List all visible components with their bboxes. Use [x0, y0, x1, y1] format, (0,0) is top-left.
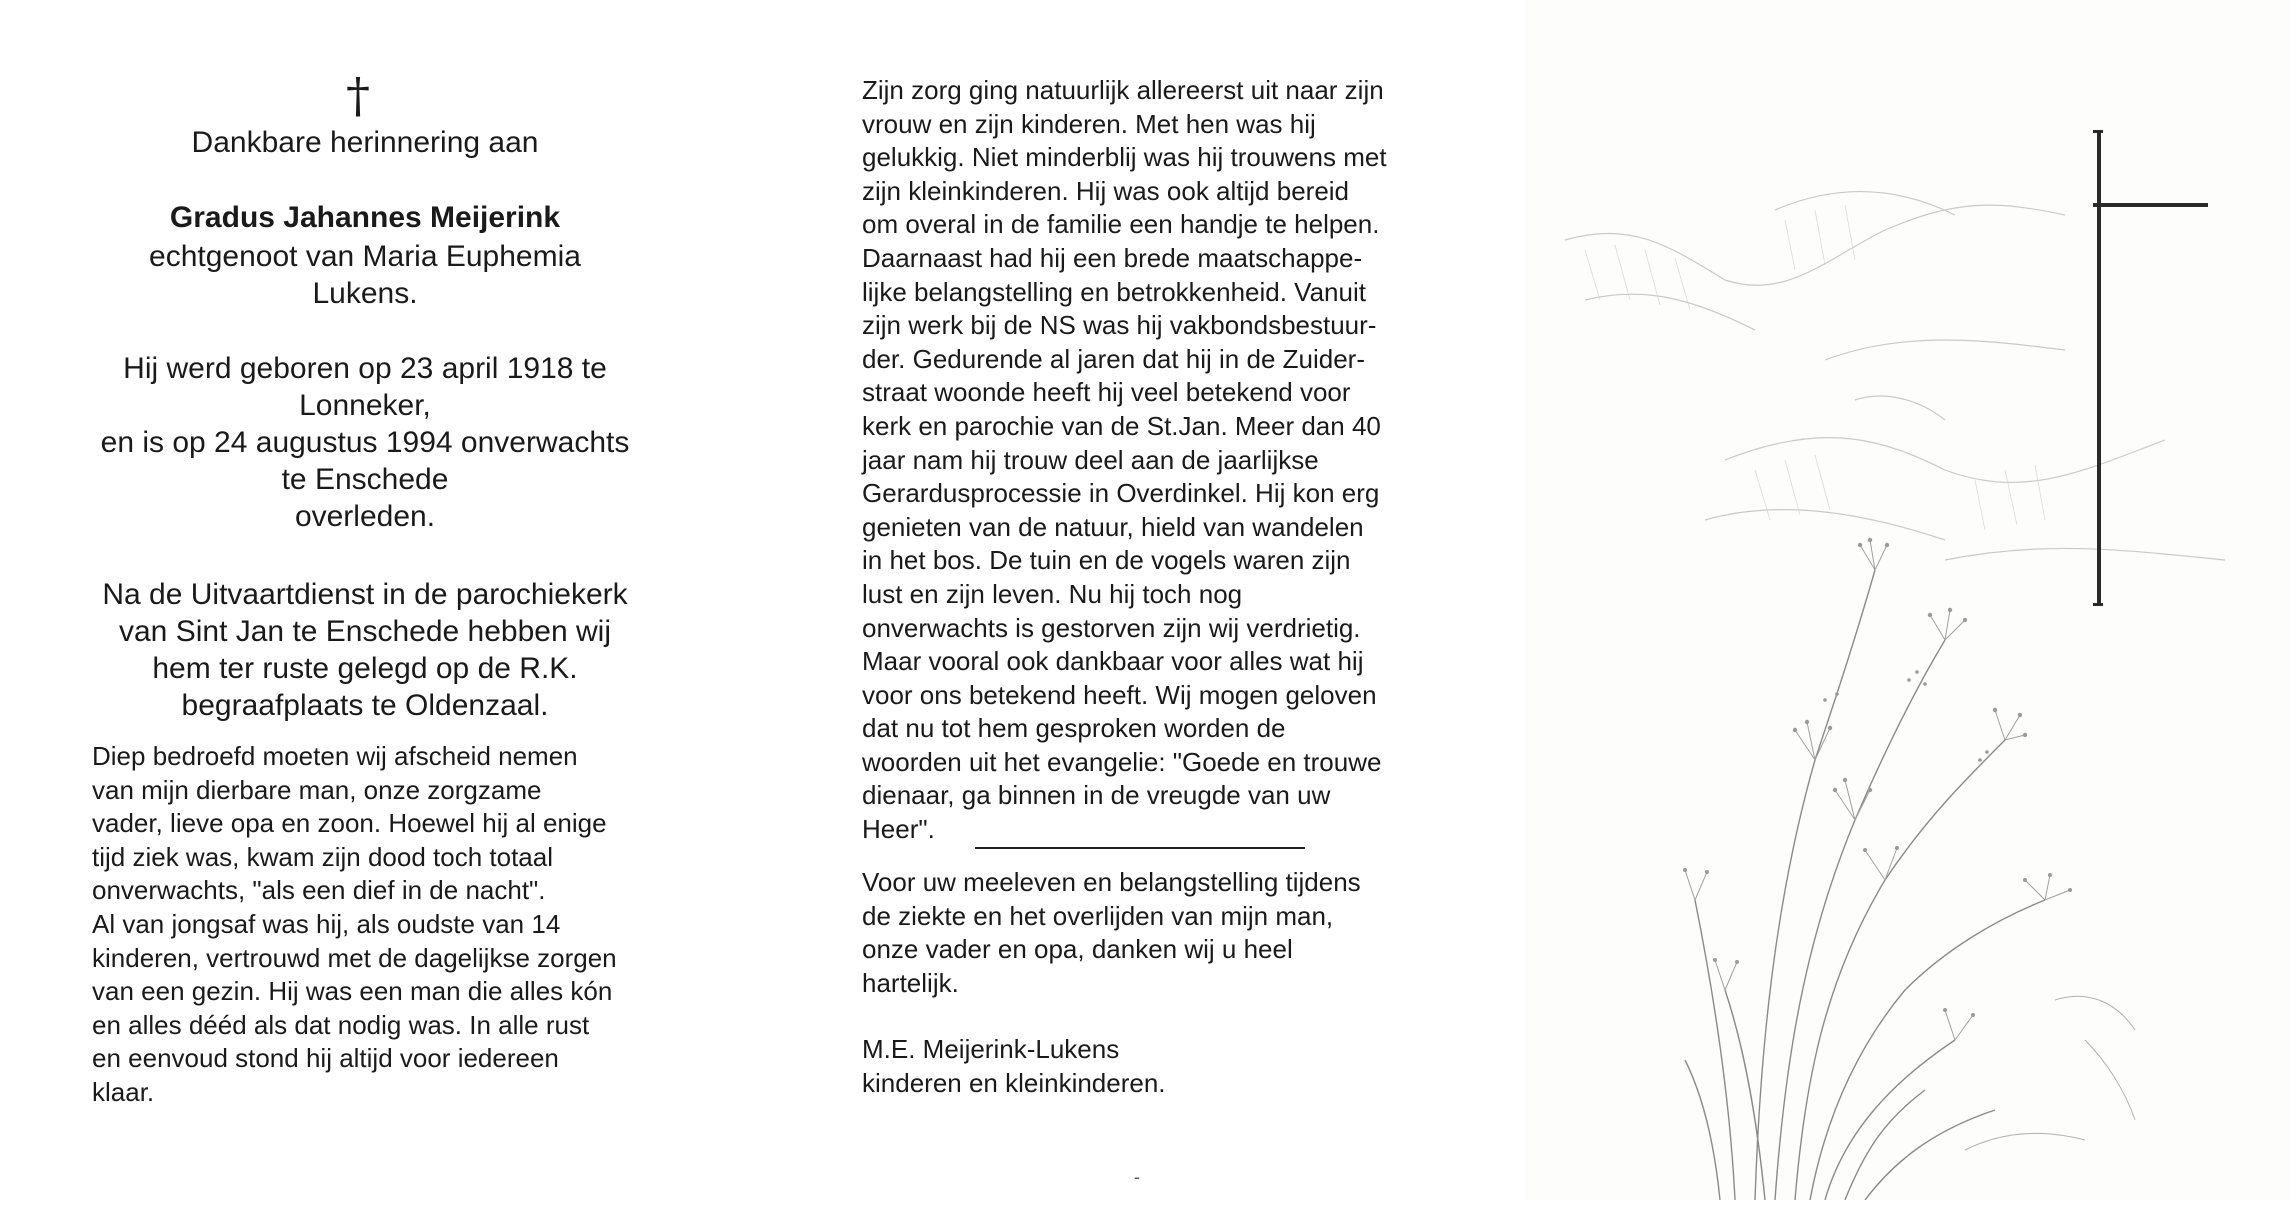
spouse-line-2: Lukens.: [312, 277, 418, 310]
burial-line-4: begraafplaats te Oldenzaal.: [181, 689, 549, 722]
life-paragraph: Zijn zorg ging natuurlijk allereerst uit naar zijn vrouw en zijn kinderen. Met hen was hij gelukkig. Niet minderblij was hij trouwens met zijn kleinkinderen. Hij was ook altijd bereid om overal in de familie een handje te helpen. Daarnaast had hij een brede maatschappe- lijke belangstelling en betrokkenheid. Vanuit zijn werk bij de NS was hij vakbondsbestuur- der. Gedurende al jaren dat hij in de Zuider- straat woonde heeft hij veel betekend voor kerk en parochie van de St.Jan. Meer dan 40 jaar nam hij trouw deel aan de jaarlijkse Gerardusprocessie in Overdinkel. Hij kon erg genieten van de natuur, hield van wandelen in het bos. De tuin en de vogels waren zijn lust en zijn leven. Nu hij toch nog onverwachts is gestorven zijn wij verdrietig. Maar vooral ook dankbaar voor alles wat hij voor ons betekend heeft. Wij mogen geloven dat nu tot hem gesproken worden de woorden uit het evangelie: "Goede en trouwe dienaar, ga binnen in de vreugde van uw Heer".: [862, 75, 1387, 845]
cross-horizontal: [2093, 203, 2208, 207]
signature-line-2: kinderen en kleinkinderen.: [862, 1068, 1166, 1098]
grass-sketch-illustration: [1525, 0, 2291, 1200]
birth-line-3: en is op 24 augustus 1994 onverwachts: [100, 426, 630, 459]
birth-line-2: Lonneker,: [299, 389, 431, 422]
middle-page: [755, 0, 1525, 1200]
signature-line-1: M.E. Meijerink-Lukens: [862, 1034, 1120, 1064]
intro-line: Dankbare herinnering aan: [191, 126, 539, 159]
farewell-paragraph: Diep bedroefd moeten wij afscheid nemen van mijn dierbare man, onze zorgzame vader, lieve opa en zoon. Hoewel hij al enige tijd ziek was, kwam zijn dood toch totaal onverwachts, "als een dief in de nacht". Al van jongsaf was hij, als oudste van 14 kinderen, vertrouwd met de dagelijkse zorgen van een gezin. Hij was een man die alles kón en alles dééd als dat nodig was. In alle rust en eenvoud stond hij altijd voor iedereen klaar.: [92, 741, 617, 1107]
burial-line-2: van Sint Jan te Enschede hebben wij: [119, 615, 611, 648]
thanks-paragraph: Voor uw meeleven en belangstelling tijdens de ziekte en het overlijden van mijn man, onze vader en opa, danken wij u heel hartelijk.: [862, 867, 1361, 998]
spouse-line-1: echtgenoot van Maria Euphemia: [149, 240, 581, 273]
cross-symbol: †: [346, 68, 370, 124]
burial-line-1: Na de Uitvaartdienst in de parochiekerk: [102, 578, 628, 611]
birth-line-4: te Enschede: [281, 463, 449, 496]
burial-line-3: hem ter ruste gelegd op de R.K.: [152, 652, 578, 685]
divider-line: [975, 847, 1305, 849]
illustration-page: [1525, 0, 2291, 1200]
birth-line-5: overleden.: [294, 500, 436, 533]
deceased-name: Gradus Jahannes Meijerink: [169, 201, 561, 234]
left-page: [0, 0, 755, 1200]
print-mark: -: [1134, 1167, 1140, 1187]
cross-vertical: [2097, 130, 2101, 605]
birth-line-1: Hij werd geboren op 23 april 1918 te: [123, 352, 607, 385]
